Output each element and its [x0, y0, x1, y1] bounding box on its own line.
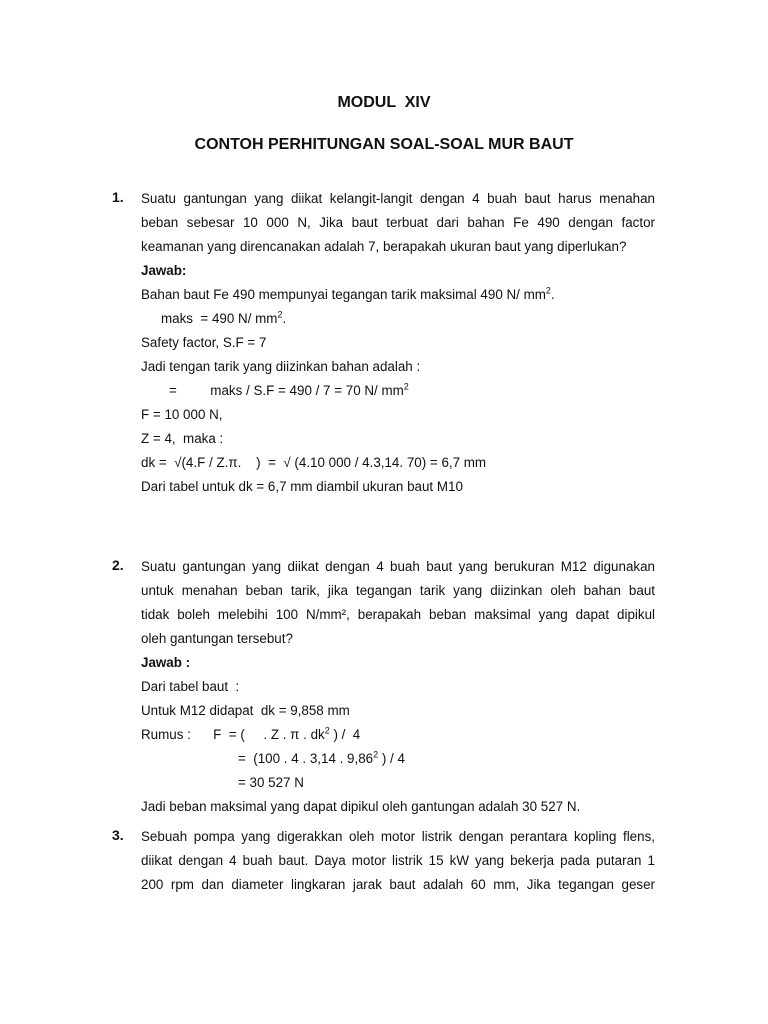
q1-text-line: beban sebesar 10 000 N, Jika baut terbuat dari bahan Fe 490 dengan factor [141, 215, 655, 230]
q2-a3-end: ) / 4 [329, 727, 361, 742]
q1-answer-line: F = 10 000 N, [141, 407, 223, 422]
q1-answer-line: Jadi tengan tarik yang diizinkan bahan adalah : [141, 359, 421, 374]
module-heading: MODUL XIV [337, 94, 431, 111]
q1-answer-label: Jawab: [141, 263, 187, 278]
q2-text-line: tidak boleh melebihi 100 N/mm², berapakah beban maksimal yang dapat dipikul [141, 607, 655, 622]
q1-answer-line [141, 379, 655, 403]
superscript: 2 [545, 285, 551, 296]
page-title: CONTOH PERHITUNGAN SOAL-SOAL MUR BAUT [194, 136, 574, 153]
q2-a4-text: = (100 . 4 . 3,14 . 9,86 [238, 751, 374, 766]
superscript: 2 [324, 725, 330, 736]
q2-answer-label: Jawab : [141, 655, 191, 670]
q2-text-line: Suatu gantungan yang diikat dengan 4 buah baut yang berukuran M12 digunakan [141, 559, 655, 574]
q1-formula-line: dk = √(4.F / Z.π. ) = √ (4.10 000 / 4.3,14. 70) = 6,7 mm [141, 455, 487, 470]
q2-answer-line: Jadi beban maksimal yang dapat dipikul oleh gantungan adalah 30 527 N. [141, 799, 581, 814]
q2-answer-line: Dari tabel baut : [141, 679, 240, 694]
q2-a4-end: ) / 4 [378, 751, 405, 766]
q1-a1-text: Bahan baut Fe 490 mempunyai tegangan tarik maksimal 490 N/ mm [141, 287, 546, 302]
question-3 [141, 825, 655, 897]
q2-answer-line: Untuk M12 didapat dk = 9,858 mm [141, 703, 350, 718]
question-2-number: 2. [112, 557, 124, 573]
q1-answer-line: Safety factor, S.F = 7 [141, 335, 267, 350]
q3-text-line: 200 rpm dan diameter lingkaran jarak baut adalah 60 mm, Jika tegangan geser [141, 877, 655, 892]
q1-answer-line [141, 307, 655, 331]
question-2 [141, 555, 655, 819]
q2-formula-line [141, 747, 655, 771]
q1-a2-end: . [282, 311, 287, 326]
q1-text-line: keamanan yang direncanakan adalah 7, berapakah ukuran baut yang diperlukan? [141, 239, 627, 254]
q2-formula-line [141, 723, 655, 747]
q1-a2-text: maks = 490 N/ mm [161, 311, 278, 326]
question-1-number: 1. [112, 189, 124, 205]
q1-a1-end: . [550, 287, 555, 302]
q1-text-line: Suatu gantungan yang diikat kelangit-langit dengan 4 buah baut harus menahan [141, 191, 655, 206]
q1-a5-text: = maks / S.F = 490 / 7 = 70 N/ mm [169, 383, 404, 398]
q2-text-line: oleh gantungan tersebut? [141, 631, 293, 646]
superscript: 2 [277, 309, 283, 320]
q1-answer-line: Dari tabel untuk dk = 6,7 mm diambil ukuran baut M10 [141, 479, 463, 494]
q3-text-line: Sebuah pompa yang digerakkan oleh motor listrik dengan perantara kopling flens, [141, 829, 655, 844]
q3-text-line: diikat dengan 4 buah baut. Daya motor listrik 15 kW yang bekerja pada putaran 1 [141, 853, 655, 868]
superscript: 2 [373, 749, 379, 760]
q2-formula-line: = 30 527 N [238, 775, 304, 790]
superscript: 2 [403, 381, 409, 392]
q2-a3-text: Rumus : F = ( . Z . π . dk [141, 727, 325, 742]
q2-text-line: untuk menahan beban tarik, jika tegangan tarik yang diizinkan oleh bahan baut [141, 583, 655, 598]
question-3-number: 3. [112, 827, 124, 843]
q1-answer-line: Z = 4, maka : [141, 431, 224, 446]
q1-answer-line [141, 283, 655, 307]
question-1 [141, 187, 655, 499]
